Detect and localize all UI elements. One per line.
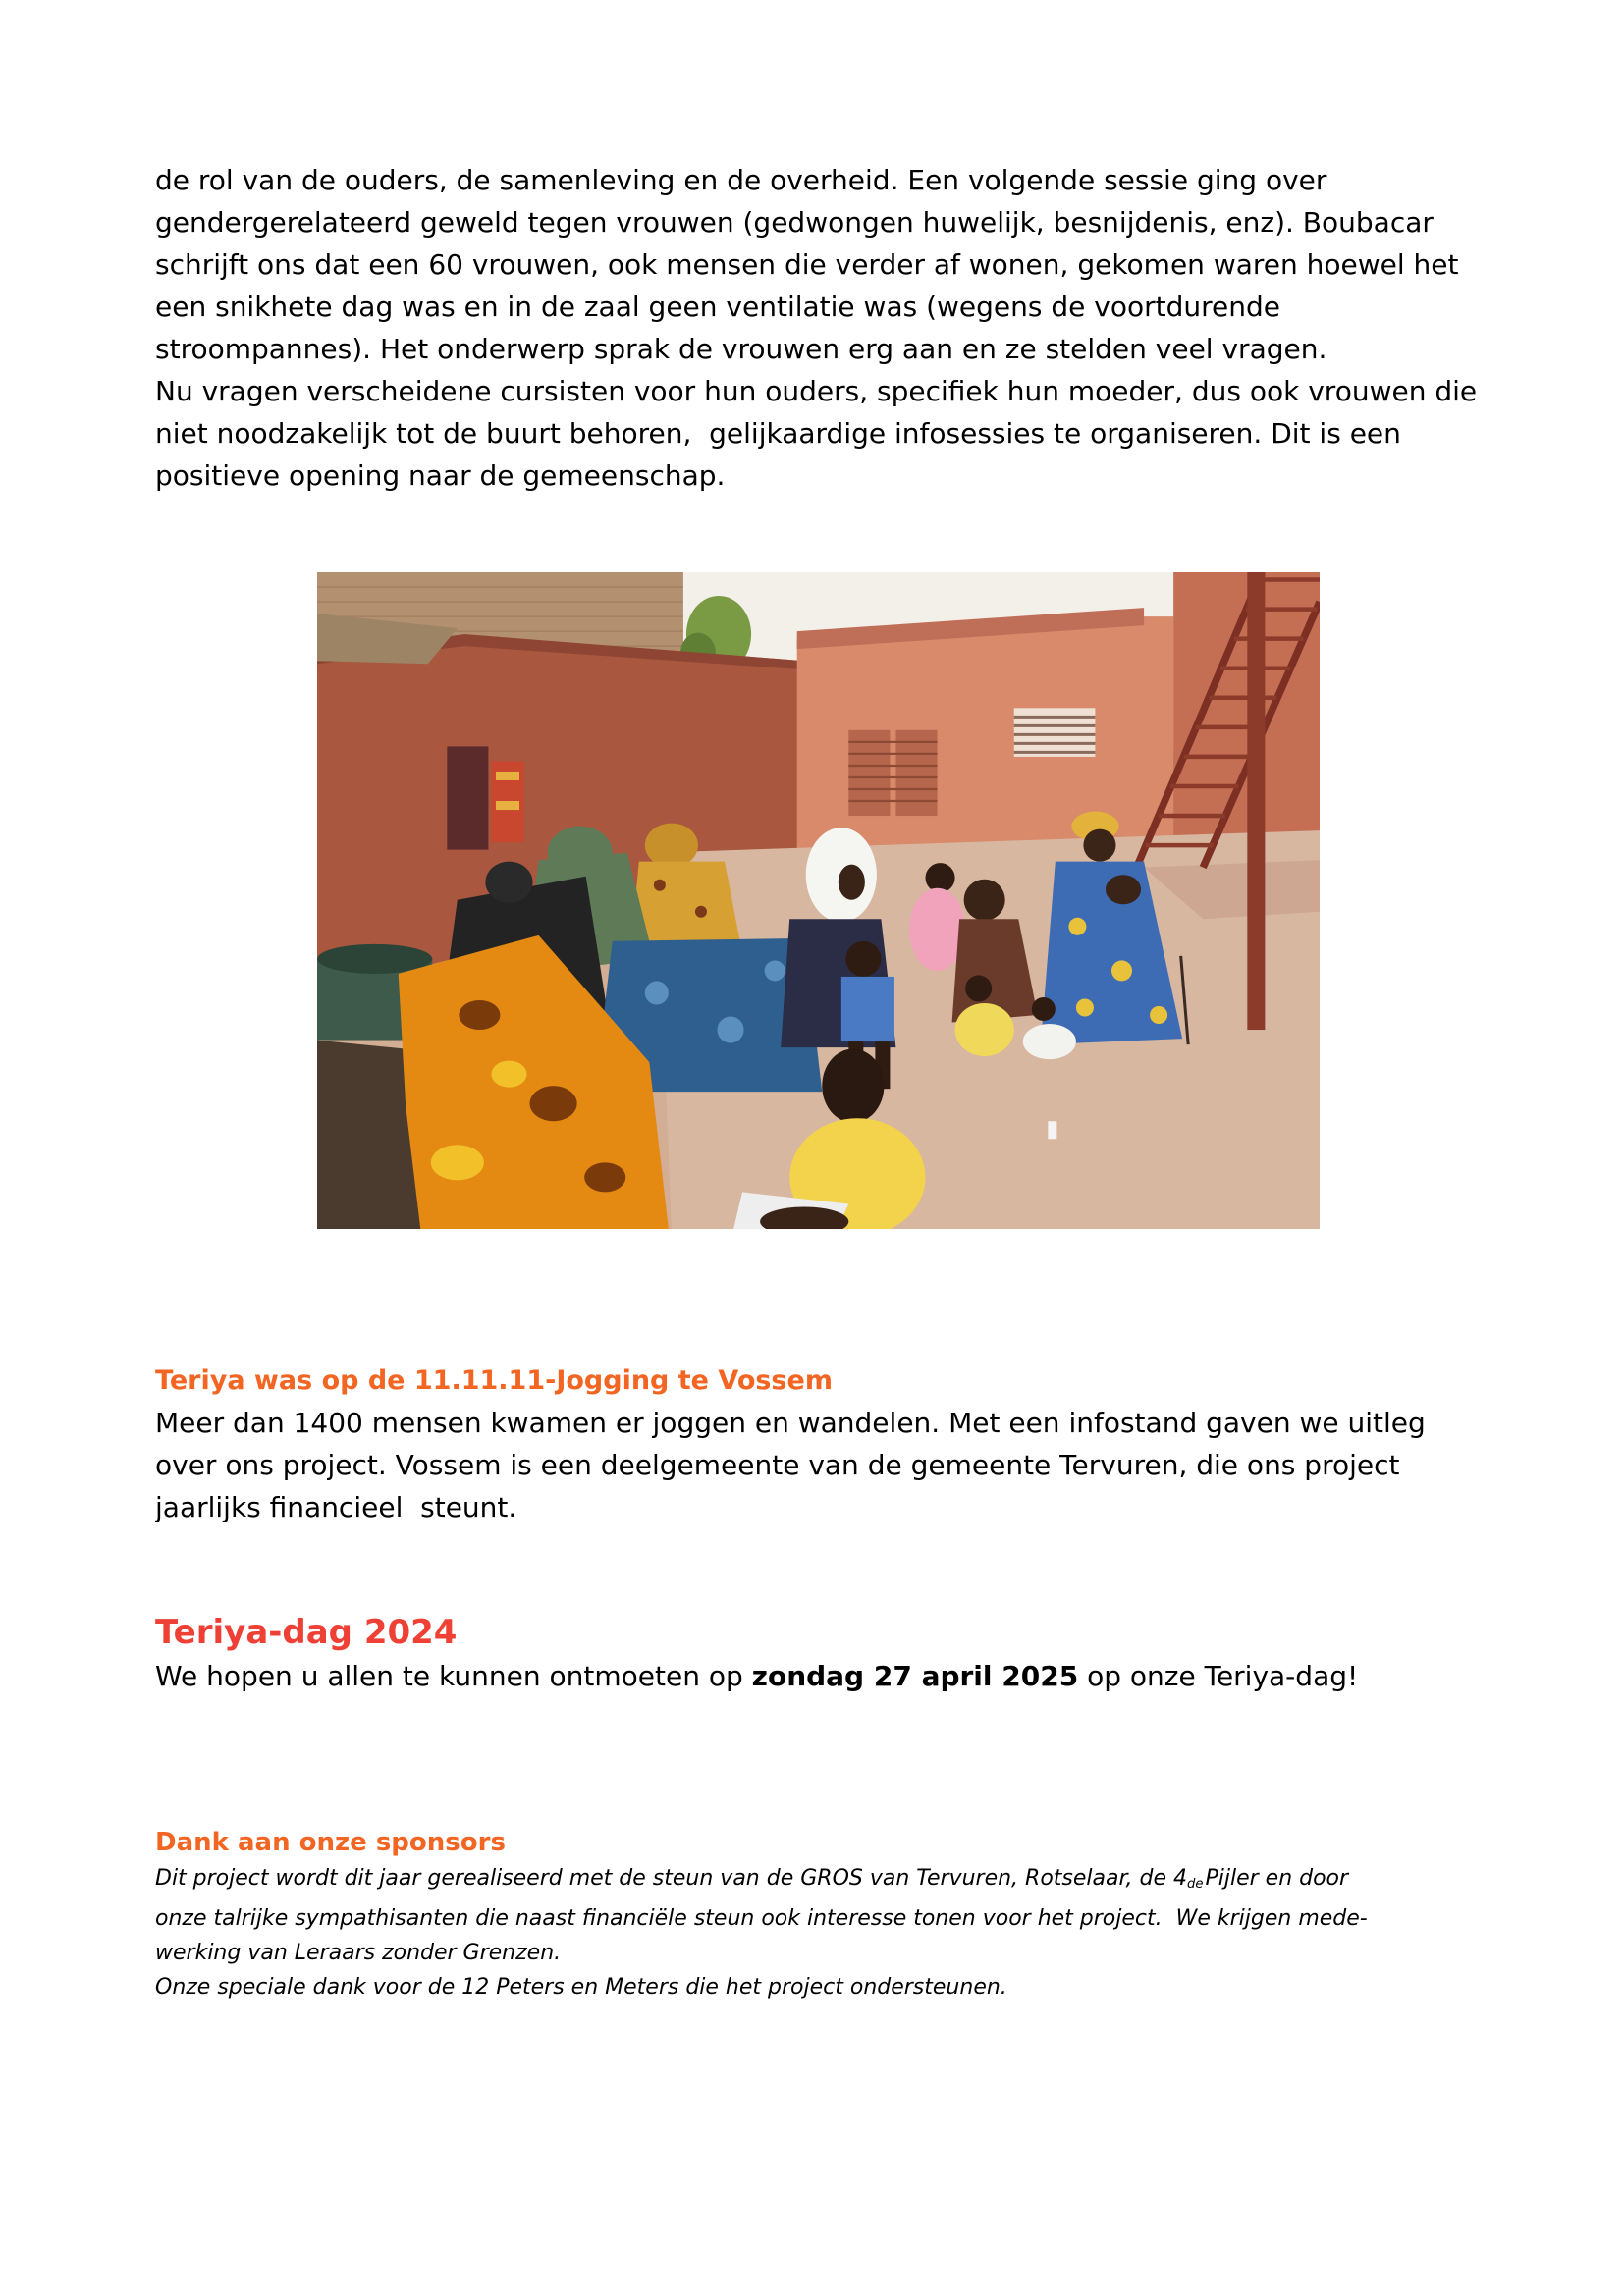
sponsors-heading: Dank aan onze sponsors [155,1828,506,1857]
intro-line: niet noodzakelijk tot de buurt behoren, gelijkaardige infosessies te organiseren. Dit is een [155,417,1401,450]
photo-image [317,572,1320,1229]
jogging-section [155,1360,1545,1528]
intro-line: schrijft ons dat een 60 vrouwen, ook mensen die verder af wonen, gekomen waren hoewel het [155,248,1459,281]
intro-line: de rol van de ouders, de samenleving en de overheid. Een volgende sessie ging over [155,164,1327,196]
intro-line: gendergerelateerd geweld tegen vrouwen (gedwongen huwelijk, besnijdenis, enz). Boubacar [155,206,1434,239]
jogging-line: jaarlijks financieel steunt. [155,1491,517,1523]
teriya-dag-invitation [155,1655,1545,1697]
intro-line: positieve opening naar de gemeenschap. [155,459,726,492]
sponsors-line1-sub: de [1187,1876,1204,1892]
sponsors-line [155,1861,1545,1901]
sponsors-line: werking van Leraars zonder Grenzen. [155,1940,562,1965]
sponsors-line: onze talrijke sympathisanten die naast financiële steun ook interesse tonen voor het project. We krijgen mede- [155,1905,1368,1931]
sponsors-line1-after: Pijler en door [1205,1866,1349,1891]
teriya-dag-section [155,1610,1545,1697]
sponsors-line1-before: Dit project wordt dit jaar gerealiseerd met de steun van de GROS van Tervuren, Rotselaar, de 4 [155,1866,1187,1891]
intro-line: een snikhete dag was en in de zaal geen ventilatie was (wegens de voortdurende [155,291,1280,323]
sponsors-line: Onze speciale dank voor de 12 Peters en Meters die het project ondersteunen. [155,1974,1007,2000]
intro-line: Nu vragen verscheidene cursisten voor hun ouders, specifiek hun moeder, dus ook vrouwen die [155,375,1478,407]
jogging-line: Meer dan 1400 mensen kwamen er joggen en wandelen. Met een infostand gaven we uitleg [155,1407,1426,1439]
invitation-date: zondag 27 april 2025 [751,1660,1079,1692]
intro-paragraph [155,159,1545,497]
invitation-text-after: op onze Teriya-dag! [1078,1660,1359,1692]
photo-courtyard-session [317,572,1320,1229]
intro-line: stroompannes). Het onderwerp sprak de vrouwen erg aan en ze stelden veel vragen. [155,333,1327,365]
teriya-dag-heading: Teriya-dag 2024 [155,1613,458,1652]
jogging-heading: Teriya was op de 11.11.11-Jogging te Vossem [155,1365,833,1396]
sponsors-section [155,1824,1545,2004]
jogging-line: over ons project. Vossem is een deelgemeente van de gemeente Tervuren, die ons project [155,1449,1400,1481]
invitation-text-before: We hopen u allen te kunnen ontmoeten op [155,1660,752,1692]
